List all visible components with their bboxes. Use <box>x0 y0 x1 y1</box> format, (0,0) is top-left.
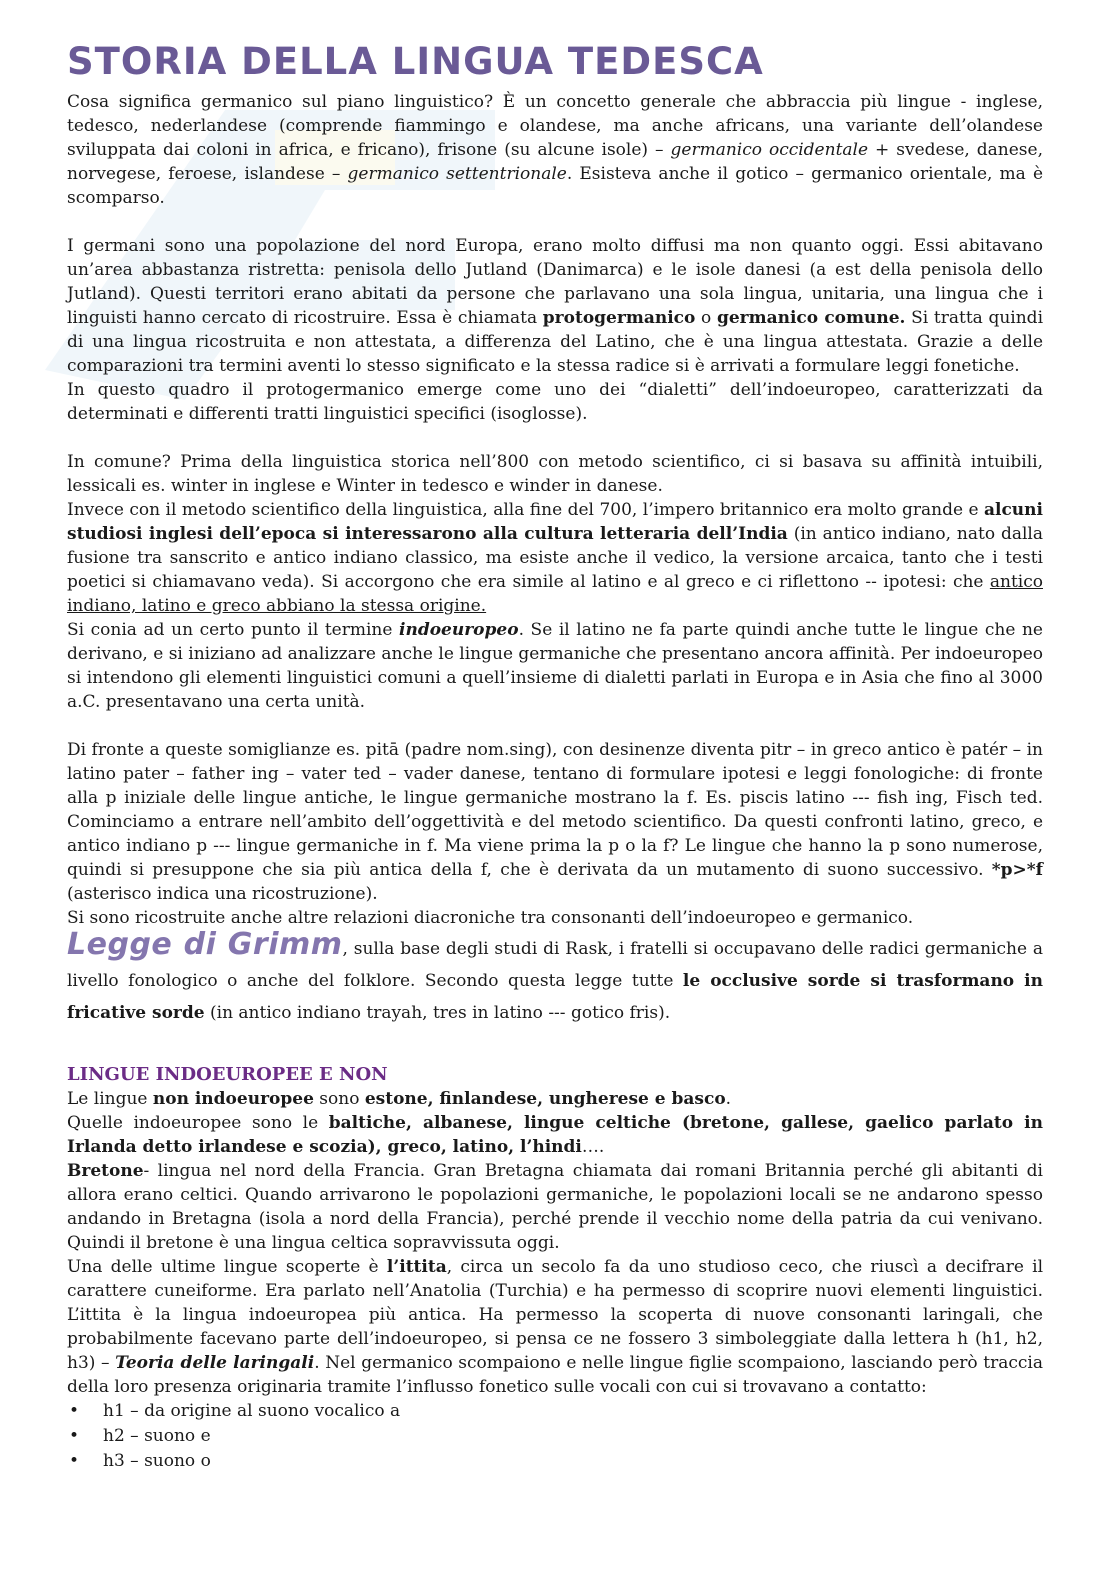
text-run: sono <box>313 1089 365 1109</box>
text-run: , sulla base degli studi di Rask, i fratelli si occupavano delle radici germaniche a livello fonologico o anche del folklore. Secondo questa legge tutte <box>67 939 1043 991</box>
text-run: o <box>695 308 717 328</box>
bullet: • <box>69 1426 80 1446</box>
list-item <box>67 1449 1043 1474</box>
text-run: , circa un secolo fa da uno studioso ceco, che riuscì a decifrare il carattere cuneiforme. Era parlato nell’Anatolia (Turchia) e ha permesso di scoprire nuovi elementi linguistici. L’ittita è la lingua indoeuropea più antica. Ha permesso la scoperta di nuove consonanti laringali, che probabilmente facevano parte dell’indoeuropeo, si pensa ce ne fossero 3 simboleggiate dalla lettera h (h1, h2, h3) – <box>67 1257 1044 1373</box>
underlined-text: antico indiano, latino e greco abbiano la stessa origine. <box>67 572 1043 616</box>
bold-italic-term: Teoria delle laringali <box>115 1353 315 1373</box>
bold-term: germanico comune. <box>716 308 906 328</box>
text-run: Si conia ad un certo punto il termine <box>67 620 399 640</box>
list-item-text: h2 – suono e <box>103 1426 211 1446</box>
bold-term: le occlusive sorde si trasformano in fricative sorde <box>67 971 1043 1023</box>
document-title: STORIA DELLA LINGUA TEDESCA <box>67 40 764 83</box>
paragraph-metodo <box>67 498 1043 618</box>
italic-term: germanico occidentale <box>670 140 869 160</box>
bold-term: non indoeuropee <box>152 1089 314 1109</box>
text-run: Si tratta quindi di una lingua ricostruita e non attestata, a differenza del Latino, che è una lingua attestata. Grazie a delle comparazioni tra termini aventi lo stesso significato e la stessa radice si è arrivati a formulare leggi fonetiche. <box>67 308 1044 376</box>
text-run: . Nel germanico scompaiono e nelle lingue figlie scompaiono, lasciando però traccia della loro presenza originaria tramite l’influsso fonetico sulle vocali con cui si trovavano a contatto: <box>67 1353 1043 1397</box>
laringali-list <box>67 1399 1043 1474</box>
text-run: (asterisco indica una ricostruzione). <box>67 884 378 904</box>
paragraph-grimm <box>67 927 1043 1029</box>
bold-term: baltiche, albanese, lingue celtiche (bretone, gallese, gaelico parlato in Irlanda detto irlandese e scozia), greco, latino, l’hindi <box>67 1113 1044 1157</box>
paragraph-germanico <box>67 90 1043 210</box>
paragraph-relazioni: Si sono ricostruite anche altre relazioni diacroniche tra consonanti dell’indoeuropeo e germanico. <box>67 908 914 928</box>
bold-term: protogermanico <box>542 308 696 328</box>
text-run: Le lingue <box>67 1089 153 1109</box>
paragraph-germani <box>67 234 1043 378</box>
text-run: (in antico indiano, nato dalla fusione tra sanscrito e antico indiano classico, ma esiste anche il vedico, la versione arcaica, tanto che i testi poetici si chiamavano veda). Si accorgono che era simile al latino e al greco e ci riflettono -- ipotesi: che <box>67 524 1043 592</box>
paragraph-in-comune: In comune? Prima della linguistica storica nell’800 con metodo scientifico, ci si basava su affinità intuibili, lessicali es. winter in inglese e Winter in tedesco e winder in danese. <box>67 452 1043 496</box>
text-run: Di fronte a queste somiglianze es. pitā (padre nom.sing), con desinenze diventa pitr – in greco antico è patér – in latino pater – father ing – vater ted – vader danese, tentano di formulare ipotesi e leggi fonologiche: di fronte alla p iniziale delle lingue antiche, le lingue germaniche mostrano la f. Es. piscis latino --- fish ing, Fisch ted. Cominciamo a entrare nell’ambito dell’oggettività e del metodo scientifico. Da questi confronti latino, greco, e antico indiano p --- lingue germaniche in f. Ma viene prima la p o la f? Le lingue che hanno la p sono numerose, quindi si presuppone che sia più antica della f, che è derivata da un mutamento di suono successivo. <box>67 740 1043 880</box>
paragraph-quadro: In questo quadro il protogermanico emerge come uno dei “dialetti” dell’indoeuropeo, caratterizzati da determinati e differenti tratti linguistici specifici (isoglosse). <box>67 380 1043 424</box>
text-run: . <box>725 1089 732 1109</box>
bold-term: *p>*f <box>991 860 1043 880</box>
bullet: • <box>69 1401 80 1421</box>
list-item-text: h1 – da origine al suono vocalico a <box>103 1401 401 1421</box>
text-run: Una delle ultime lingue scoperte è <box>67 1257 387 1277</box>
paragraph-ittita <box>67 1255 1043 1399</box>
bold-italic-term: indoeuropeo <box>399 620 519 640</box>
text-run: - lingua nel nord della Francia. Gran Bretagna chiamata dai romani Britannia perché gli abitanti di allora erano celtici. Quando arrivarono le popolazioni germaniche, le popolazioni locali se ne andarono spesso andando in Bretagna (isola a nord della Francia), perché prende il vecchio nome della patria da cui venivano. Quindi il bretone è una lingua celtica sopravvissuta oggi. <box>67 1161 1043 1253</box>
text-run: Cosa significa germanico sul piano linguistico? È un concetto generale che abbraccia più lingue - inglese, tedesco, nederlandese (comprende fiammingo e olandese, ma anche africans, una variante dell’olandese sviluppata dai coloni in africa, e fricano), frisone (su alcune isole) – <box>67 92 1043 160</box>
text-run: + svedese, danese, norvegese, feroese, islandese – <box>67 140 1043 184</box>
list-item-text: h3 – suono o <box>103 1451 211 1471</box>
bold-term: estone, finlandese, ungherese e basco <box>364 1089 726 1109</box>
list-item <box>67 1399 1043 1424</box>
grimm-heading: Legge di Grimm <box>67 927 343 962</box>
bullet: • <box>69 1451 80 1471</box>
paragraph-indoeuropee <box>67 1111 1043 1159</box>
text-run: I germani sono una popolazione del nord Europa, erano molto diffusi ma non quanto oggi. Essi abitavano un’area abbastanza ristretta: penisola dello Jutland (Danimarca) e le isole danesi (a est della penisola dello Jutland). Questi territori erano abitati da persone che parlavano una sola lingua, unitaria, una lingua che i linguisti hanno cercato di ricostruire. Essa è chiamata <box>67 236 1043 328</box>
bold-term: alcuni studiosi inglesi dell’epoca si interessarono alla cultura letteraria dell’India <box>67 500 1043 544</box>
text-run: …. <box>581 1137 605 1157</box>
paragraph-indoeuropeo <box>67 618 1043 714</box>
italic-term: germanico settentrionale <box>347 164 567 184</box>
section-heading: LINGUE INDOEUROPEE E NON <box>67 1064 388 1085</box>
paragraph-somiglianze <box>67 738 1043 906</box>
text-run: Quelle indoeuropee sono le <box>67 1113 329 1133</box>
paragraph-non-indoeuropee <box>67 1087 1043 1111</box>
text-run: . Esisteva anche il gotico – germanico orientale, ma è scomparso. <box>67 164 1043 208</box>
document-page <box>67 40 1043 1474</box>
text-run: (in antico indiano trayah, tres in latino --- gotico fris). <box>204 1003 671 1023</box>
bold-term: Bretone <box>67 1161 144 1181</box>
paragraph-bretone <box>67 1159 1043 1255</box>
text-run: . Se il latino ne fa parte quindi anche tutte le lingue che ne derivano, e si iniziano ad analizzare anche le lingue germaniche che presentano ancora affinità. Per indoeuropeo si intendono gli elementi linguistici comuni a quell’insieme di dialetti parlati in Europa e in Asia che fino al 3000 a.C. presentavano una certa unità. <box>67 620 1043 712</box>
list-item <box>67 1424 1043 1449</box>
bold-term: l’ittita <box>386 1257 447 1277</box>
text-run: Invece con il metodo scientifico della linguistica, alla fine del 700, l’impero britannico era molto grande e <box>67 500 984 520</box>
